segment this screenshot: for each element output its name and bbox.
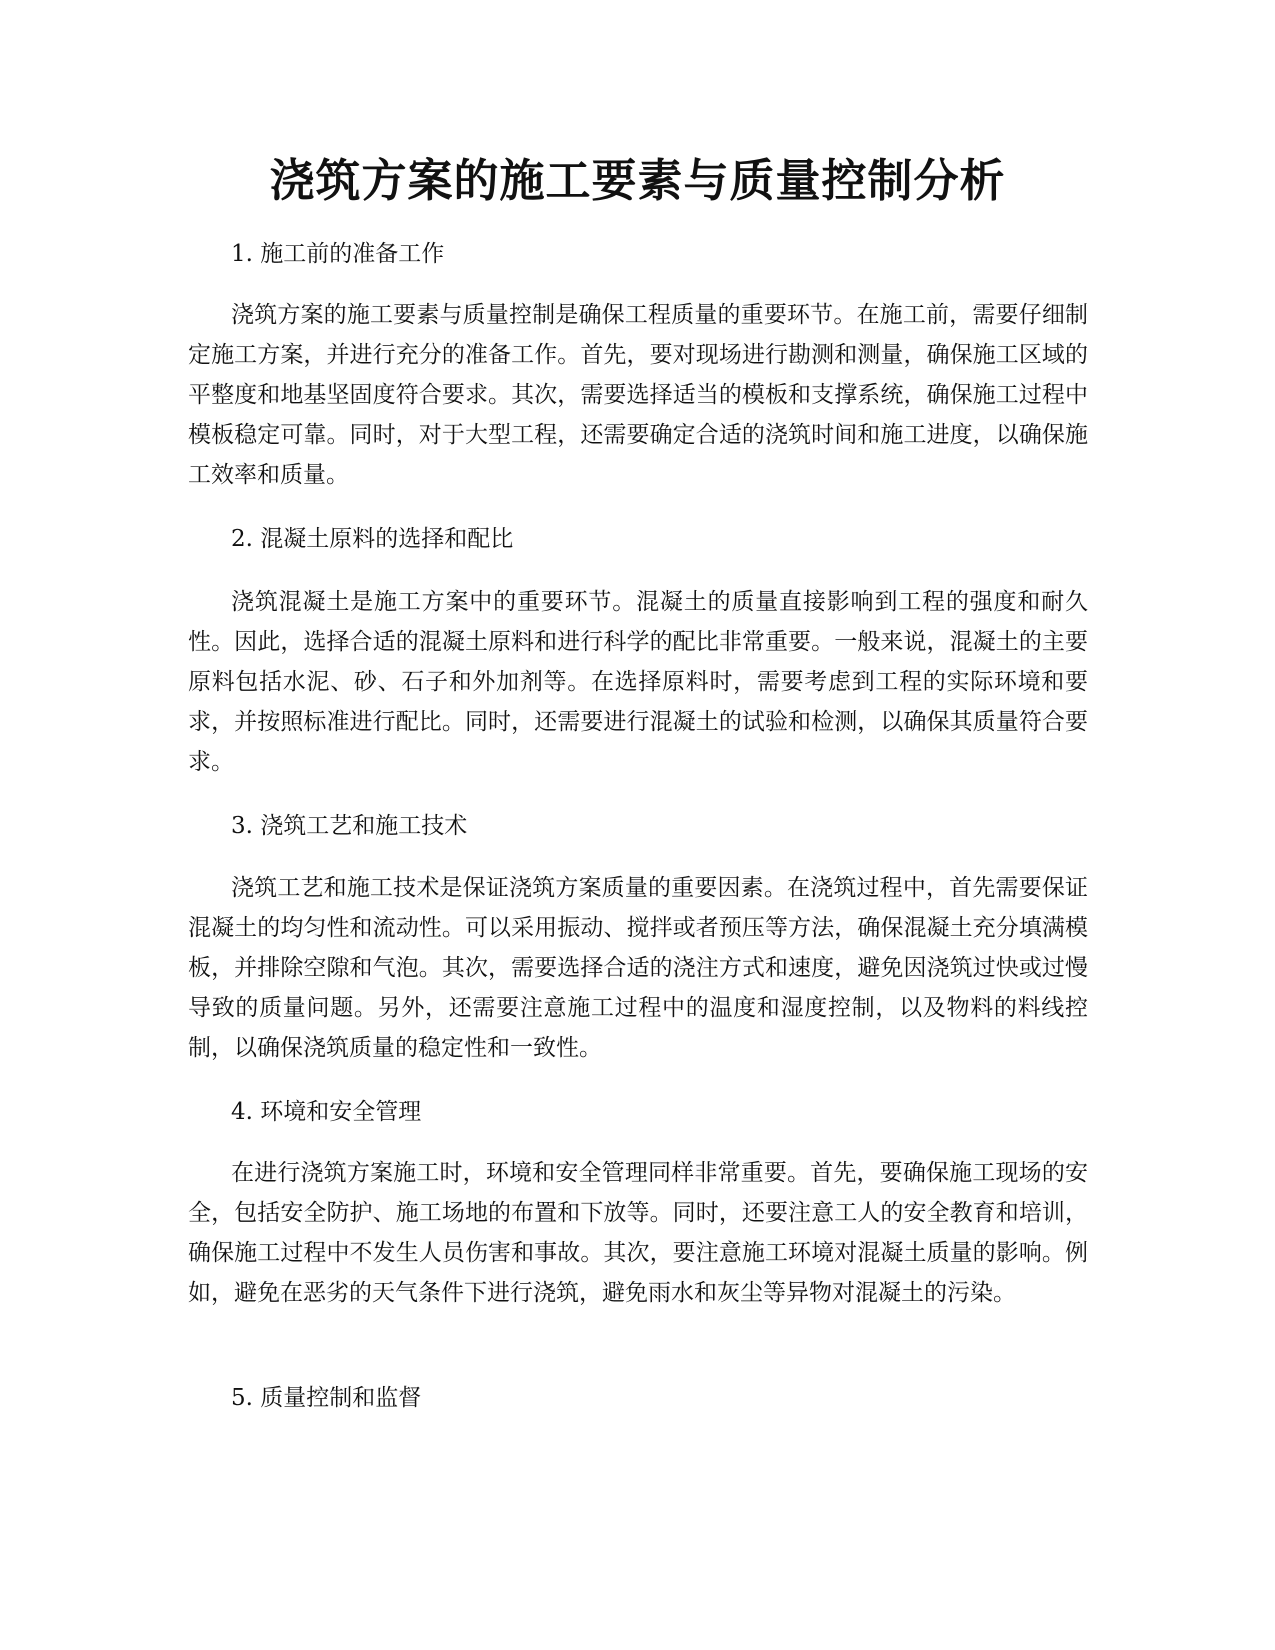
section-heading-3: 3. 浇筑工艺和施工技术	[231, 813, 468, 839]
section-body-1: 浇筑方案的施工要素与质量控制是确保工程质量的重要环节。在施工前，需要仔细制定施工方案，并进行充分的准备工作。首先，要对现场进行勘测和测量，确保施工区域的平整度和地基坚固度符合要求。其次，需要选择适当的模板和支撑系统，确保施工过程中模板稳定可靠。同时，对于大型工程，还需要确定合适的浇筑时间和施工进度，以确保施工效率和质量。	[188, 302, 1088, 488]
section-body-3: 浇筑工艺和施工技术是保证浇筑方案质量的重要因素。在浇筑过程中，首先需要保证混凝土的均匀性和流动性。可以采用振动、搅拌或者预压等方法，确保混凝土充分填满模板，并排除空隙和气泡。其次，需要选择合适的浇注方式和速度，避免因浇筑过快或过慢导致的质量问题。另外，还需要注意施工过程中的温度和湿度控制，以及物料的料线控制，以确保浇筑质量的稳定性和一致性。	[188, 875, 1088, 1061]
section-body-4: 在进行浇筑方案施工时，环境和安全管理同样非常重要。首先，要确保施工现场的安全，包括安全防护、施工场地的布置和下放等。同时，还要注意工人的安全教育和培训，确保施工过程中不发生人员伤害和事故。其次，要注意施工环境对混凝土质量的影响。例如，避免在恶劣的天气条件下进行浇筑，避免雨水和灰尘等异物对混凝土的污染。	[188, 1160, 1088, 1306]
section-body-2: 浇筑混凝土是施工方案中的重要环节。混凝土的质量直接影响到工程的强度和耐久性。因此，选择合适的混凝土原料和进行科学的配比非常重要。一般来说，混凝土的主要原料包括水泥、砂、石子和外加剂等。在选择原料时，需要考虑到工程的实际环境和要求，并按照标准进行配比。同时，还需要进行混凝土的试验和检测，以确保其质量符合要求。	[188, 589, 1088, 775]
page-title: 浇筑方案的施工要素与质量控制分析	[269, 154, 1006, 207]
section-heading-5: 5. 质量控制和监督	[231, 1385, 422, 1411]
section-heading-1: 1. 施工前的准备工作	[231, 241, 445, 267]
section-heading-4: 4. 环境和安全管理	[231, 1099, 422, 1125]
section-heading-2: 2. 混凝土原料的选择和配比	[231, 526, 514, 552]
